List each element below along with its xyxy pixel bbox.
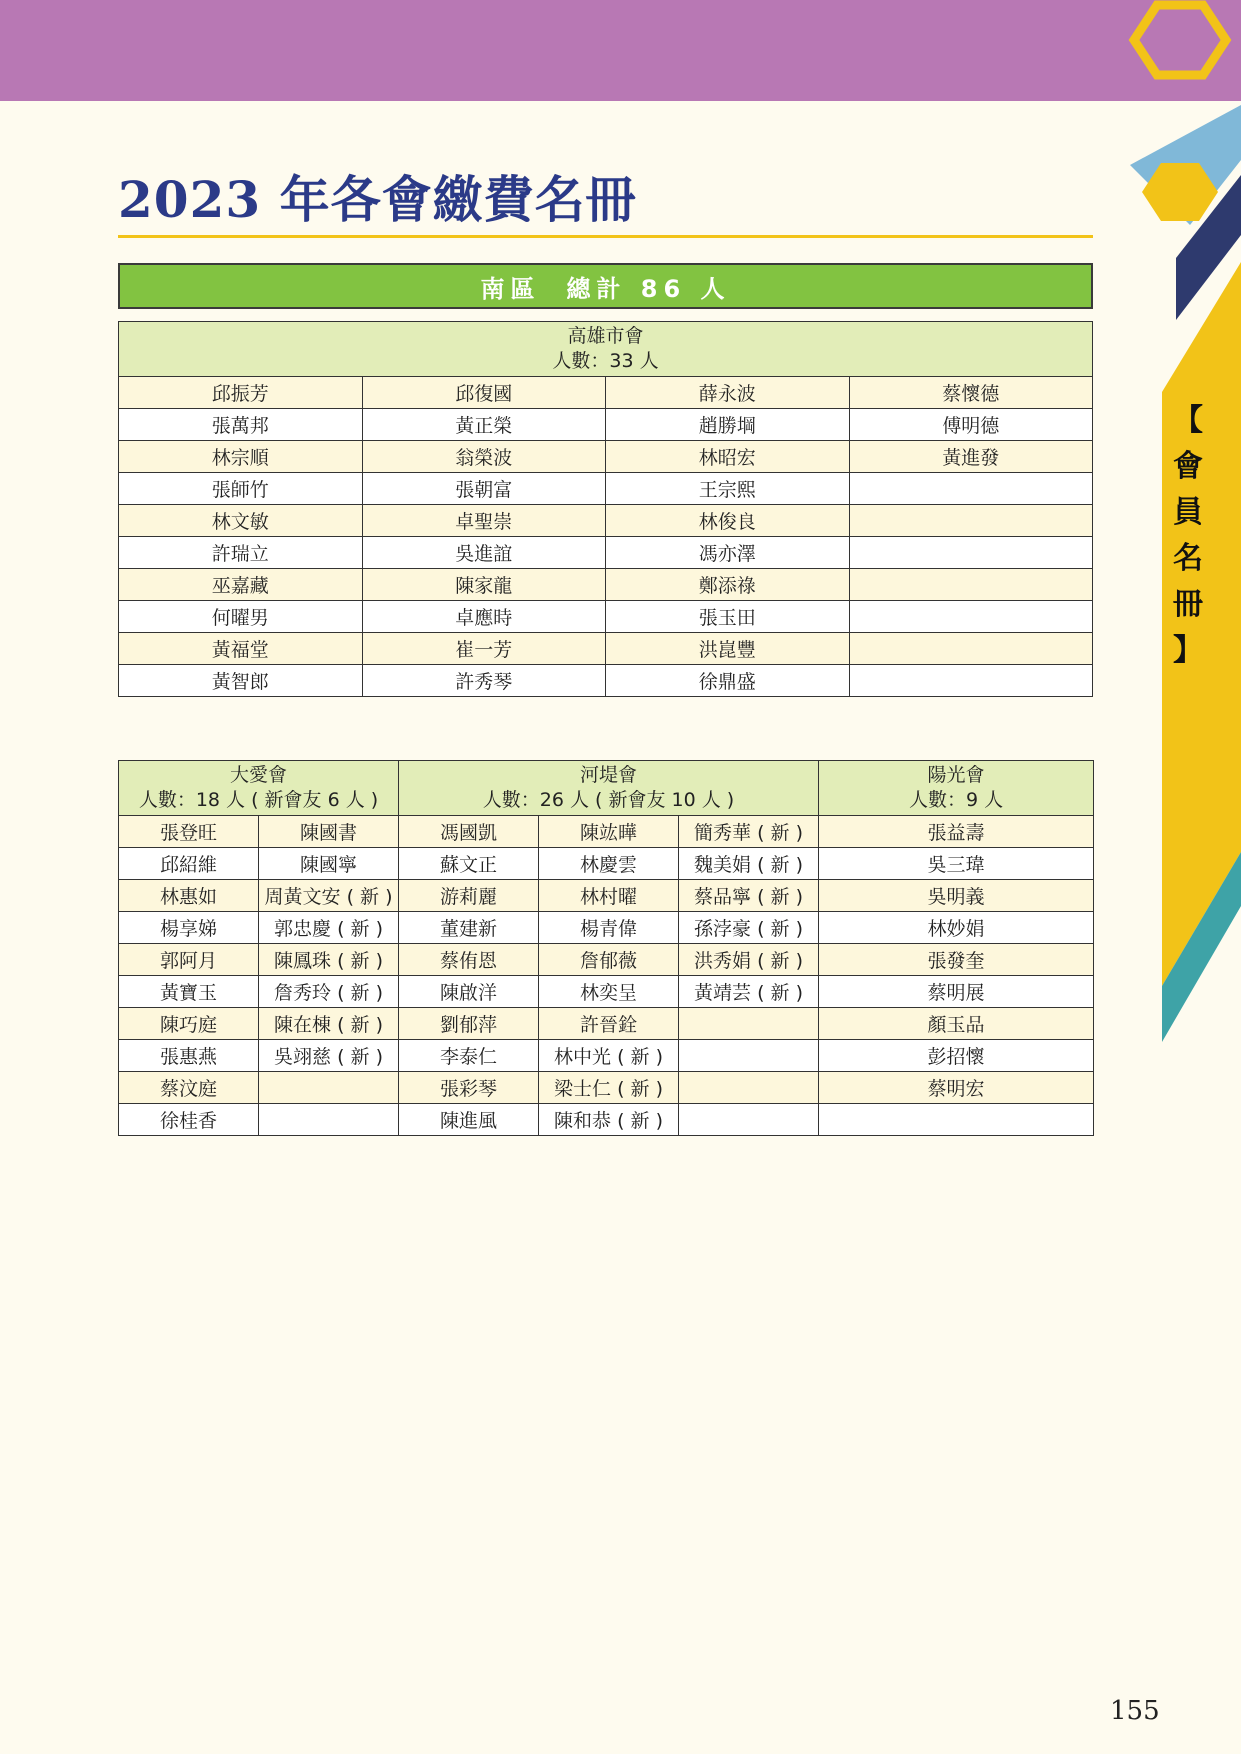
table-row: [119, 976, 1094, 1008]
member-name-cell: 翁榮波: [362, 441, 606, 473]
daai-count: 人數：18 人 ( 新會友 6 人 ): [138, 789, 379, 811]
daai-name: 大愛會: [230, 764, 288, 786]
member-name-cell: 許秀琴: [362, 665, 606, 697]
member-name-cell: [849, 601, 1093, 633]
member-name-cell: 陳竑曄: [539, 816, 679, 848]
member-name-cell: 卓聖崇: [362, 505, 606, 537]
member-name-cell: 陳和恭 ( 新 ): [539, 1104, 679, 1136]
kaohsiung-member-table: [118, 321, 1093, 697]
yangguang-header: [819, 761, 1094, 816]
member-name-cell: 邱振芳: [119, 377, 363, 409]
member-name-cell: 蔡懷德: [849, 377, 1093, 409]
member-name-cell: 馮國凱: [399, 816, 539, 848]
member-name-cell: 蔡明宏: [819, 1072, 1094, 1104]
member-name-cell: 楊青偉: [539, 912, 679, 944]
side-tab-char: 員: [1173, 495, 1203, 530]
member-name-cell: [819, 1104, 1094, 1136]
member-name-cell: [849, 505, 1093, 537]
member-name-cell: 游莉麗: [399, 880, 539, 912]
member-name-cell: [849, 537, 1093, 569]
table-row: [119, 441, 1093, 473]
member-name-cell: 彭招懷: [819, 1040, 1094, 1072]
member-name-cell: 張益壽: [819, 816, 1094, 848]
region-header: [118, 263, 1093, 309]
table-row: [119, 505, 1093, 537]
member-name-cell: 張發奎: [819, 944, 1094, 976]
member-name-cell: 蘇文正: [399, 848, 539, 880]
member-name-cell: 林慶雲: [539, 848, 679, 880]
table-row: [119, 816, 1094, 848]
table-row: [119, 880, 1094, 912]
member-name-cell: 張萬邦: [119, 409, 363, 441]
member-name-cell: 洪秀娟 ( 新 ): [679, 944, 819, 976]
heti-header: [399, 761, 819, 816]
member-name-cell: 陳國寧: [259, 848, 399, 880]
member-name-cell: 何曜男: [119, 601, 363, 633]
table-row: [119, 377, 1093, 409]
table-row: [119, 409, 1093, 441]
table-row: [119, 912, 1094, 944]
region-name: 南區: [480, 274, 541, 303]
table-row: [119, 601, 1093, 633]
side-tab-bracket-close: 】: [1173, 633, 1203, 668]
member-name-cell: [849, 633, 1093, 665]
member-name-cell: 王宗熙: [606, 473, 850, 505]
member-name-cell: 蔡品寧 ( 新 ): [679, 880, 819, 912]
member-name-cell: 詹秀玲 ( 新 ): [259, 976, 399, 1008]
member-name-cell: [679, 1072, 819, 1104]
kaohsiung-count: 人數：33 人: [552, 350, 659, 372]
member-name-cell: 吳進誼: [362, 537, 606, 569]
member-name-cell: 劉郁萍: [399, 1008, 539, 1040]
member-name-cell: [849, 665, 1093, 697]
member-name-cell: 黃進發: [849, 441, 1093, 473]
member-name-cell: 黃寶玉: [119, 976, 259, 1008]
member-name-cell: 簡秀華 ( 新 ): [679, 816, 819, 848]
member-name-cell: 林俊良: [606, 505, 850, 537]
member-name-cell: 張登旺: [119, 816, 259, 848]
yangguang-name: 陽光會: [927, 764, 985, 786]
yangguang-count: 人數：9 人: [908, 789, 1004, 811]
member-name-cell: 鄭添祿: [606, 569, 850, 601]
member-name-cell: 林文敏: [119, 505, 363, 537]
member-name-cell: 林中光 ( 新 ): [539, 1040, 679, 1072]
table-row: [119, 1072, 1094, 1104]
member-name-cell: 黃靖芸 ( 新 ): [679, 976, 819, 1008]
side-tab-label: [1161, 398, 1215, 674]
member-name-cell: 許瑞立: [119, 537, 363, 569]
member-name-cell: [259, 1072, 399, 1104]
member-name-cell: [849, 473, 1093, 505]
kaohsiung-name: 高雄市會: [567, 325, 644, 347]
member-name-cell: 張惠燕: [119, 1040, 259, 1072]
member-name-cell: 張玉田: [606, 601, 850, 633]
member-name-cell: 梁士仁 ( 新 ): [539, 1072, 679, 1104]
table-row: [119, 848, 1094, 880]
title-divider: [118, 235, 1093, 238]
member-name-cell: 吳翊慈 ( 新 ): [259, 1040, 399, 1072]
member-name-cell: 陳啟洋: [399, 976, 539, 1008]
table-row: [119, 665, 1093, 697]
member-name-cell: 詹郁薇: [539, 944, 679, 976]
member-name-cell: 郭阿月: [119, 944, 259, 976]
daai-header: [119, 761, 399, 816]
member-name-cell: 薛永波: [606, 377, 850, 409]
heti-name: 河堤會: [580, 764, 638, 786]
member-name-cell: 林奕呈: [539, 976, 679, 1008]
member-name-cell: [679, 1008, 819, 1040]
group-member-table: [118, 760, 1094, 1136]
table-row: [119, 473, 1093, 505]
table-row: [119, 944, 1094, 976]
member-name-cell: 林宗順: [119, 441, 363, 473]
member-name-cell: 張朝富: [362, 473, 606, 505]
member-name-cell: 徐鼎盛: [606, 665, 850, 697]
member-name-cell: 林村曜: [539, 880, 679, 912]
member-name-cell: 魏美娟 ( 新 ): [679, 848, 819, 880]
side-tab-char: 會: [1173, 449, 1203, 484]
member-name-cell: 陳巧庭: [119, 1008, 259, 1040]
region-total: 總計 86 人: [566, 274, 731, 303]
member-name-cell: 徐桂香: [119, 1104, 259, 1136]
member-name-cell: 林妙娟: [819, 912, 1094, 944]
member-name-cell: 顏玉品: [819, 1008, 1094, 1040]
member-name-cell: 李泰仁: [399, 1040, 539, 1072]
member-name-cell: 蔡明展: [819, 976, 1094, 1008]
member-name-cell: 趙勝堈: [606, 409, 850, 441]
page-title: 2023 年各會繳費名冊: [118, 170, 637, 229]
member-name-cell: 陳國書: [259, 816, 399, 848]
member-name-cell: 邱復國: [362, 377, 606, 409]
kaohsiung-header: [119, 322, 1093, 377]
side-tab-char: 冊: [1173, 587, 1203, 622]
member-name-cell: 黃智郎: [119, 665, 363, 697]
table-row: [119, 537, 1093, 569]
table-row: [119, 1008, 1094, 1040]
member-name-cell: [259, 1104, 399, 1136]
member-name-cell: 張彩琴: [399, 1072, 539, 1104]
member-name-cell: 巫嘉藏: [119, 569, 363, 601]
table-row: [119, 1104, 1094, 1136]
member-name-cell: 許晉銓: [539, 1008, 679, 1040]
member-name-cell: 林惠如: [119, 880, 259, 912]
member-name-cell: 董建新: [399, 912, 539, 944]
page-number: 155: [1110, 1696, 1160, 1726]
member-name-cell: 周黃文安 ( 新 ): [259, 880, 399, 912]
member-name-cell: [679, 1104, 819, 1136]
member-name-cell: 邱紹維: [119, 848, 259, 880]
table-row: [119, 633, 1093, 665]
member-name-cell: 張師竹: [119, 473, 363, 505]
heti-count: 人數：26 人 ( 新會友 10 人 ): [482, 789, 735, 811]
member-name-cell: 陳家龍: [362, 569, 606, 601]
member-name-cell: 郭忠慶 ( 新 ): [259, 912, 399, 944]
member-name-cell: 黃正榮: [362, 409, 606, 441]
member-name-cell: 陳在棟 ( 新 ): [259, 1008, 399, 1040]
member-name-cell: 黃福堂: [119, 633, 363, 665]
member-name-cell: 蔡侑恩: [399, 944, 539, 976]
member-name-cell: 吳明義: [819, 880, 1094, 912]
member-name-cell: 孫浡豪 ( 新 ): [679, 912, 819, 944]
side-tab-char: 名: [1173, 541, 1203, 576]
side-tab-bracket-open: 【: [1173, 403, 1203, 438]
member-name-cell: 馮亦澤: [606, 537, 850, 569]
member-name-cell: 林昭宏: [606, 441, 850, 473]
member-name-cell: [679, 1040, 819, 1072]
member-name-cell: 蔡汶庭: [119, 1072, 259, 1104]
member-name-cell: 楊享娣: [119, 912, 259, 944]
table-row: [119, 1040, 1094, 1072]
member-name-cell: [849, 569, 1093, 601]
member-name-cell: 洪崑豐: [606, 633, 850, 665]
member-name-cell: 陳進風: [399, 1104, 539, 1136]
member-name-cell: 傅明德: [849, 409, 1093, 441]
member-name-cell: 卓應時: [362, 601, 606, 633]
member-name-cell: 吳三瑋: [819, 848, 1094, 880]
member-name-cell: 崔一芳: [362, 633, 606, 665]
table-row: [119, 569, 1093, 601]
member-name-cell: 陳鳳珠 ( 新 ): [259, 944, 399, 976]
